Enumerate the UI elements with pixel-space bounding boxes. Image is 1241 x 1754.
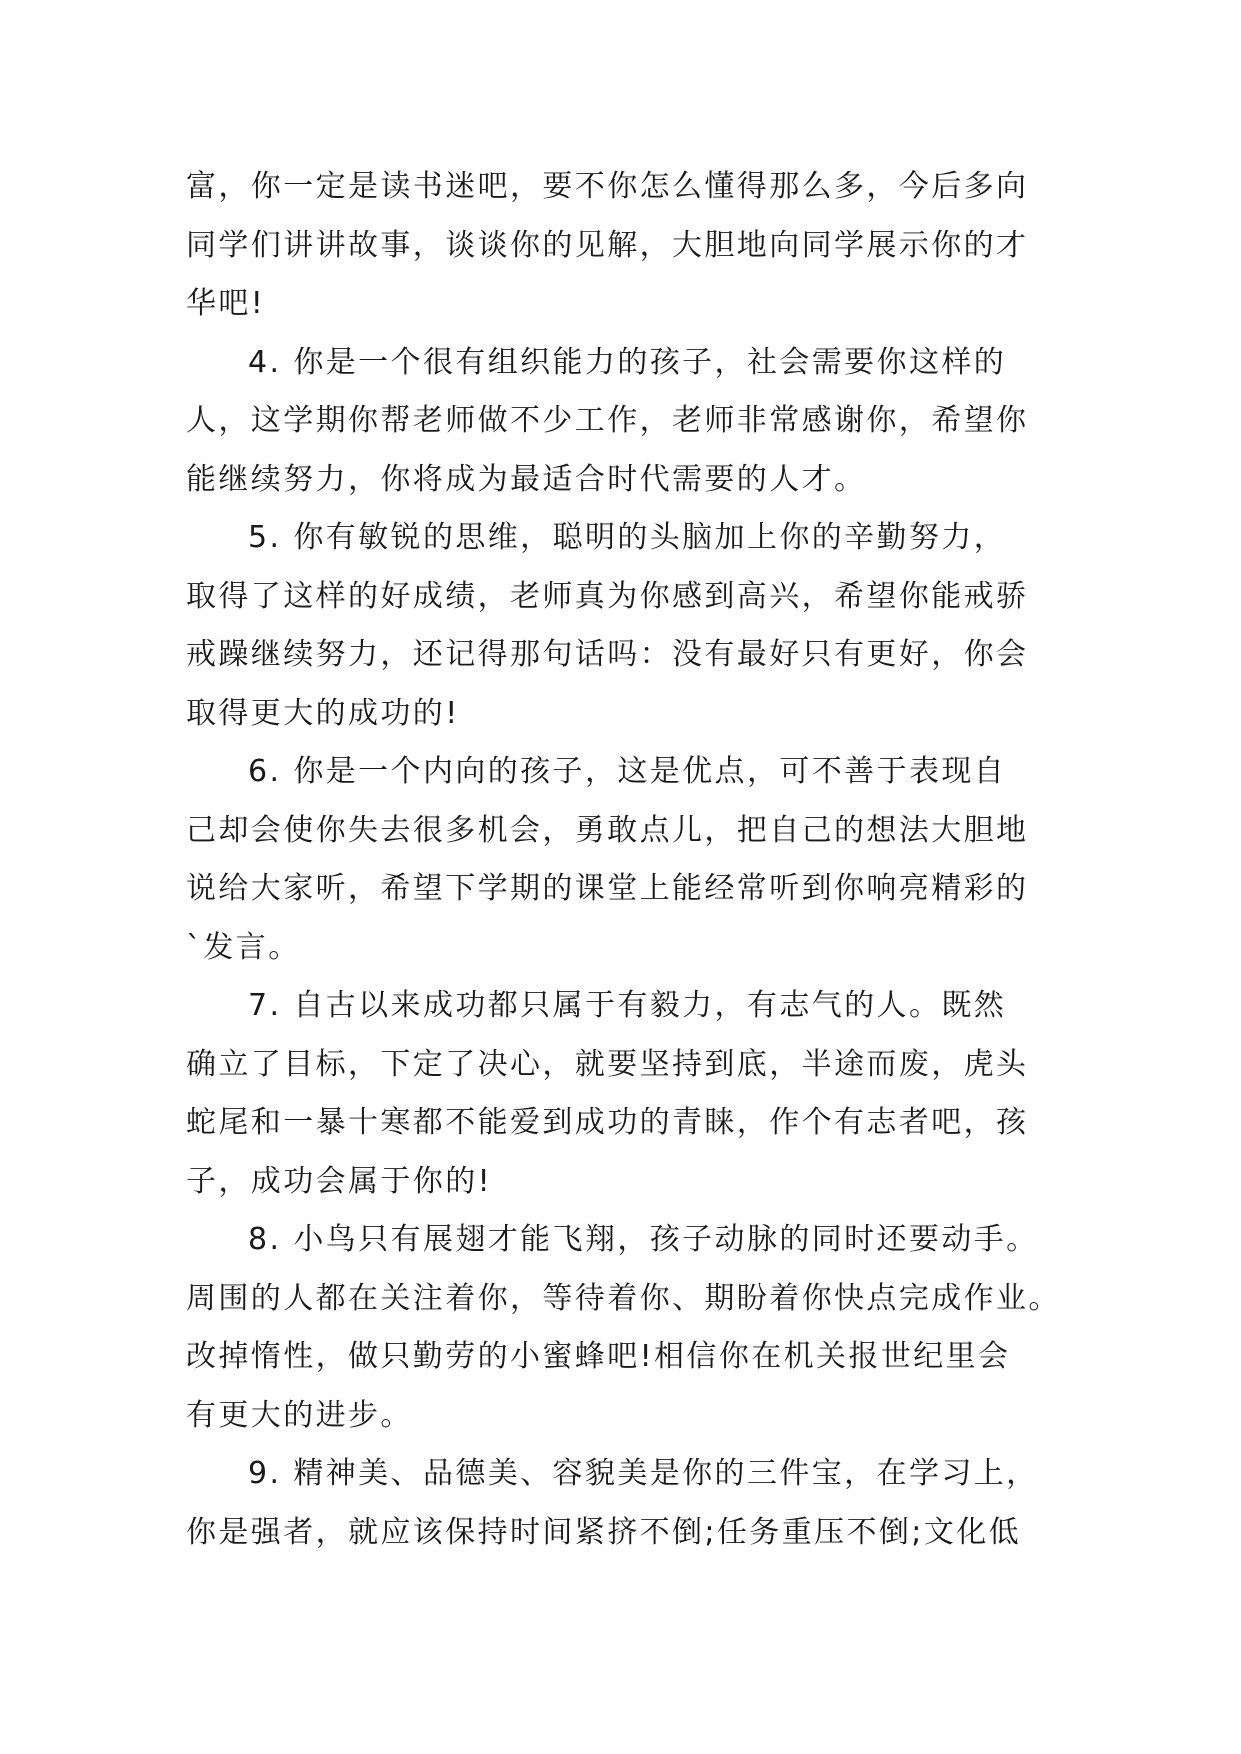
text-line: 同学们讲讲故事，谈谈你的见解，大胆地向同学展示你的才 — [186, 227, 1029, 263]
text-line: 戒躁继续努力，还记得那句话吗：没有最好只有更好，你会 — [186, 637, 1029, 672]
text-line: 能继续努力，你将成为最适合时代需要的人才。 — [186, 461, 867, 497]
text-line: 华吧! — [186, 286, 266, 321]
text-line: 取得更大的成功的! — [186, 695, 460, 731]
text-line: 子，成功会属于你的! — [186, 1163, 493, 1199]
text-line: 人，这学期你帮老师做不少工作，老师非常感谢你，希望你 — [186, 403, 1029, 438]
text-line: 己却会使你失去很多机会，勇敢点儿，把自己的想法大胆地 — [186, 812, 1029, 848]
text-line: 你是强者，就应该保持时间紧挤不倒;任务重压不倒;文化低 — [186, 1514, 1022, 1550]
text-line: 周围的人都在关注着你，等待着你、期盼着你快点完成作业。 — [186, 1280, 1061, 1316]
paragraph-start-6: 6. 你是一个内向的孩子，这是优点，可不善于表现自 — [248, 754, 1007, 789]
text-line: 说给大家听，希望下学期的课堂上能经常听到你响亮精彩的 — [186, 871, 1029, 906]
text-line: 确立了目标，下定了决心，就要坚持到底，半途而废，虎头 — [186, 1046, 1029, 1082]
text-line: 有更大的进步。 — [186, 1397, 413, 1433]
document-body — [186, 158, 1066, 1562]
text-line: 改掉惰性，做只勤劳的小蜜蜂吧!相信你在机关报世纪里会 — [186, 1339, 1011, 1374]
text-line: 取得了这样的好成绩，老师真为你感到高兴，希望你能戒骄 — [186, 578, 1029, 614]
text-line: 富，你一定是读书迷吧，要不你怎么懂得那么多，今后多向 — [186, 169, 1029, 204]
text-line: 蛇尾和一暴十寒都不能爱到成功的青睐，作个有志者吧，孩 — [186, 1105, 1029, 1140]
paragraph-start-5: 5. 你有敏锐的思维，聪明的头脑加上你的辛勤努力， — [248, 520, 1007, 555]
paragraph-start-9: 9. 精神美、品德美、容貌美是你的三件宝，在学习上， — [248, 1456, 1039, 1491]
paragraph-start-4: 4. 你是一个很有组织能力的孩子，社会需要你这样的 — [248, 344, 1007, 380]
paragraph-start-7: 7. 自古以来成功都只属于有毅力，有志气的人。既然 — [248, 988, 1007, 1023]
paragraph-start-8: 8. 小鸟只有展翅才能飞翔，孩子动脉的同时还要动手。 — [248, 1222, 1039, 1257]
text-line: `发言。 — [186, 929, 301, 965]
